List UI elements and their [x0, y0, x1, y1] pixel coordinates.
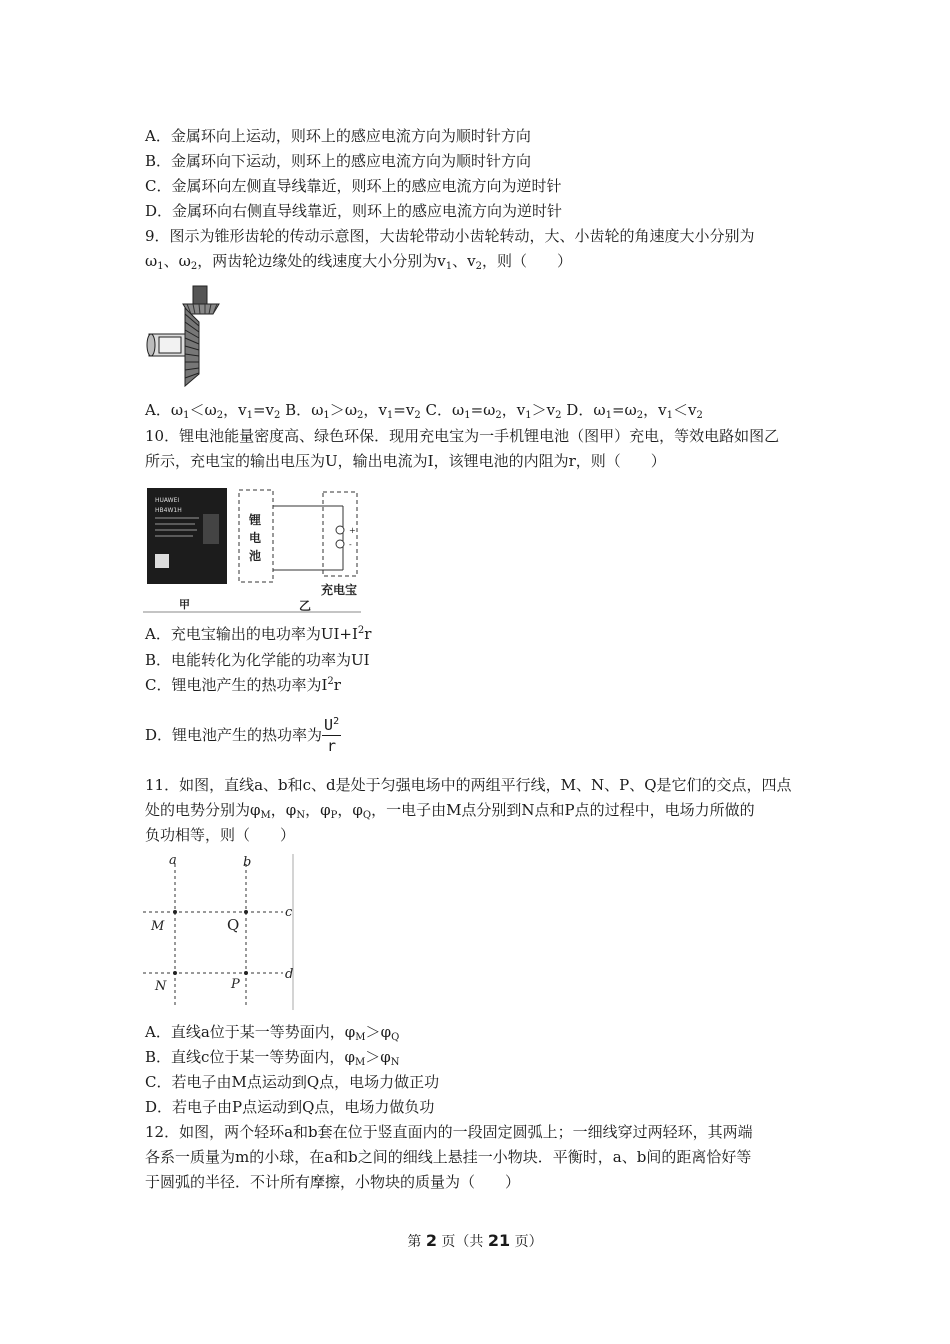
svg-text:M: M [151, 919, 165, 934]
page-number: 2 [425, 1231, 437, 1250]
q8-option-b: B．金属环向下运动，则环上的感应电流方向为顺时针方向 [145, 152, 532, 170]
q11-option-c: C．若电子由M点运动到Q点，电场力做正功 [145, 1073, 440, 1091]
label-jia: 甲 [179, 598, 190, 611]
svg-text:P: P [231, 977, 240, 992]
point-m [173, 910, 177, 914]
svg-text:c: c [285, 905, 293, 920]
point-q [244, 910, 248, 914]
small-gear-hub [193, 286, 207, 304]
svg-text:Q: Q [227, 916, 240, 934]
svg-text:b: b [243, 855, 252, 870]
battery-model-text: HB4W1H [155, 507, 182, 514]
label-yi: 乙 [299, 599, 312, 613]
svg-text:a: a [169, 853, 177, 868]
svg-text:N: N [155, 979, 167, 994]
battery-brand-text: HUAWEI [155, 497, 180, 504]
page-total: 21 [487, 1231, 511, 1250]
q12-line2: 各系一质量为m的小球，在a和b之间的细线上悬挂一小物块．平衡时，a、b间的距离恰好等 [145, 1148, 752, 1166]
q10-option-c: C．锂电池产生的热功率为$I^2r$ [145, 676, 341, 694]
q12-line1: 12．如图，两个轻环a和b套在位于竖直面内的一段固定圆弧上；一细线穿过两轻环，其两端 [145, 1123, 753, 1141]
charger-label: 充电宝 [321, 583, 358, 597]
q9-options: A．$\omega_1<\omega_2$，$v_1=v_2$ B．$\omega_1>\omega_2$，$v_1=v_2$ C．$\omega_1=\omega_2$，$v_1>v_2$ D．$\omega_1=\omega_2$，$v_1<v_2$ [145, 401, 703, 421]
q8-option-c: C．金属环向左侧直导线靠近，则环上的感应电流方向为逆时针 [145, 177, 562, 195]
fraction-u2-over-r: $\frac{U^2}{r}$ [324, 715, 340, 755]
svg-text:-: - [349, 540, 352, 549]
qr-code [155, 554, 169, 568]
q11-stem-line1: 11．如图，直线a、b和c、d是处于匀强电场中的两组平行线，M、N、P、Q是它们的交点，四点 [145, 776, 792, 794]
svg-text:池: 池 [249, 549, 262, 563]
q8-option-d: D．金属环向右侧直导线靠近，则环上的感应电流方向为逆时针 [145, 202, 563, 220]
q10-option-b: B．电能转化为化学能的功率为UI [145, 651, 370, 669]
q11-stem-line3: 负功相等，则（ ） [145, 826, 296, 844]
point-p [244, 971, 248, 975]
q10-option-d: D．锂电池产生的热功率为 $\frac{U^2}{r}$ [145, 715, 340, 755]
q11-stem-line2: 处的电势分别为$\varphi_M$，$\varphi_N$，$\varphi_P$，$\varphi_Q$，一电子由M点分别到N点和P点的过程中，电场力所做的 [145, 801, 755, 821]
q11-option-d: D．若电子由P点运动到Q点，电场力做负功 [145, 1098, 435, 1116]
q10-option-a: A．充电宝输出的电功率为$UI+I^2r$ [145, 625, 372, 643]
q11-option-b: B．直线c位于某一等势面内，$\varphi_M>\varphi_N$ [145, 1048, 400, 1068]
page-footer: 第 2 页（共 21 页） [407, 1231, 543, 1250]
q12-line3: 于圆弧的半径．不计所有摩擦，小物块的质量为（ ） [145, 1173, 521, 1191]
q9-stem-line2: $\omega_1$、$\omega_2$，两齿轮边缘处的线速度大小分别为$v_1$、$v_2$，则（ ） [145, 252, 572, 272]
svg-text:+: + [349, 526, 356, 535]
svg-text:锂: 锂 [249, 513, 262, 527]
q9-stem-line1: 9．图示为锥形齿轮的传动示意图，大齿轮带动小齿轮转动，大、小齿轮的角速度大小分别为 [145, 227, 755, 245]
q8-option-a: A．金属环向上运动，则环上的感应电流方向为顺时针方向 [145, 127, 531, 145]
bevel-gear-figure [143, 282, 233, 388]
svg-text:电: 电 [249, 531, 262, 545]
q10-stem-line2: 所示，充电宝的输出电压为U，输出电流为I，该锂电池的内阻为r，则（ ） [145, 452, 666, 470]
svg-text:d: d [285, 967, 294, 982]
parallel-lines-figure [143, 852, 303, 1014]
q10-stem-line1: 10．锂电池能量密度高、绿色环保．现用充电宝为一手机锂电池（图甲）充电，等效电路如图乙 [145, 427, 780, 445]
q11-option-a: A．直线a位于某一等势面内，$\varphi_M>\varphi_Q$ [145, 1023, 400, 1043]
battery-circuit-figure [143, 484, 365, 614]
point-n [173, 971, 177, 975]
